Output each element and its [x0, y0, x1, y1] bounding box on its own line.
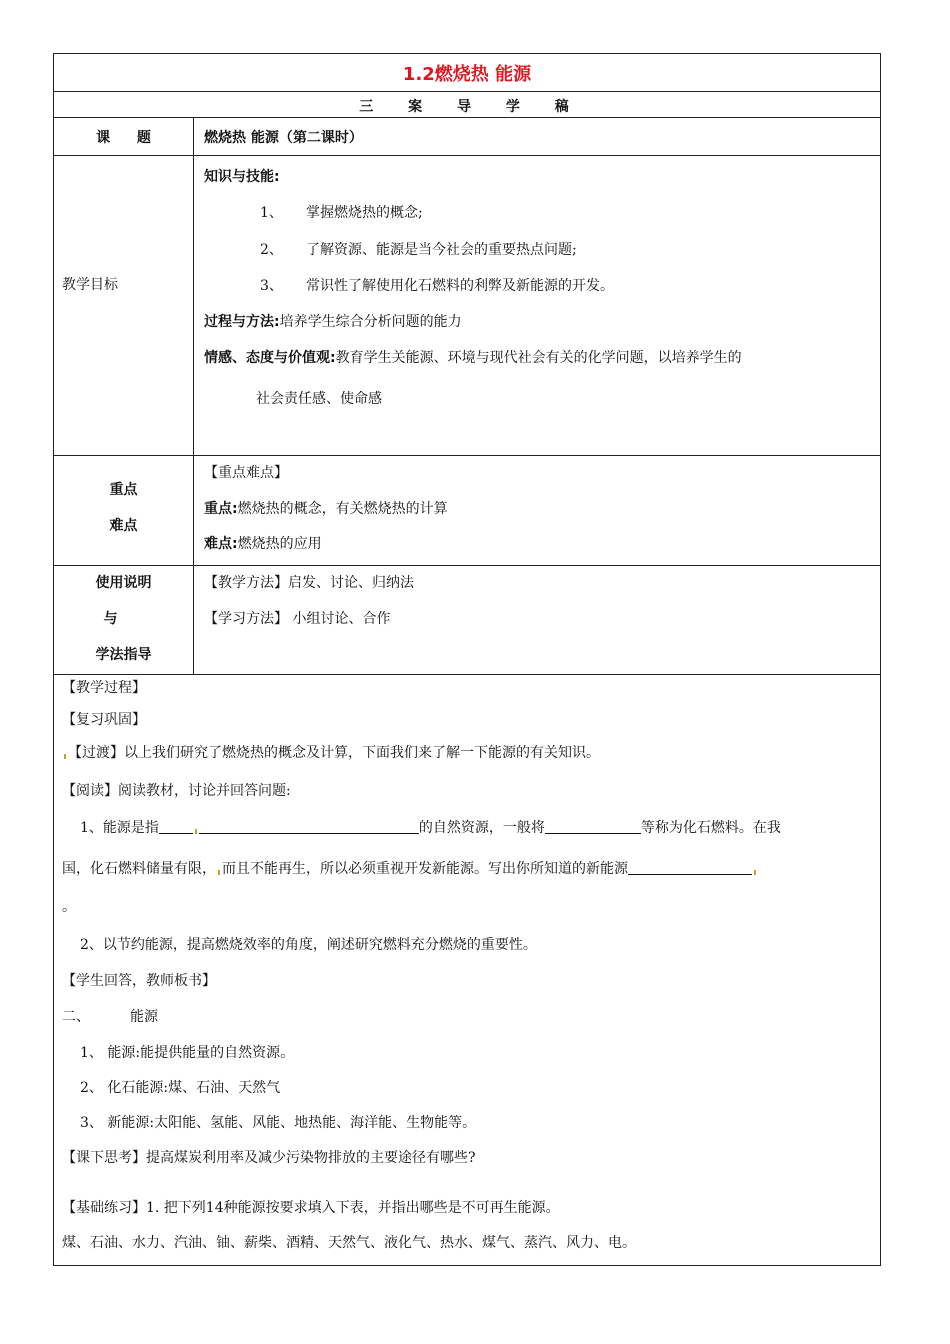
energy-point: 3、 新能源:太阳能、氢能、风能、地热能、海洋能、生物能等。: [80, 1115, 477, 1131]
goal-item-text: 常识性了解使用化石燃料的利弊及新能源的开发。: [306, 278, 614, 294]
emotion-heading: 情感、态度与价值观:: [204, 350, 336, 366]
goal-item-text: 掌握燃烧热的概念;: [306, 205, 423, 221]
difficulty-point-label: 难点:: [204, 536, 238, 552]
topic-value-cell: [194, 118, 880, 155]
knowledge-heading: 知识与技能:: [204, 169, 280, 185]
goals-label: 教学目标: [62, 277, 118, 293]
method-label-line-2: 与: [103, 611, 118, 627]
method-label-line-1: 使用说明: [95, 575, 152, 591]
thinking-question: 【课下思考】提高煤炭利用率及减少污染物排放的主要途径有哪些?: [62, 1150, 476, 1166]
key-points-row: [54, 456, 880, 566]
title-row: [54, 54, 880, 92]
review-heading: 【复习巩固】: [62, 712, 146, 728]
topic-label-cell: [54, 118, 194, 155]
topic-value: 燃烧热 能源（第二课时）: [204, 130, 363, 146]
difficulty-label: 难点: [109, 518, 138, 534]
key-label: 重点: [109, 482, 138, 498]
question-1-part-a: 1、能源是指: [80, 820, 159, 836]
key-label-cell: [54, 456, 194, 565]
process-text: 培养学生综合分析问题的能力: [279, 314, 462, 330]
question-2: 2、以节约能源，提高燃烧效率的角度，阐述研究燃料充分燃烧的重要性。: [80, 937, 537, 953]
mark-dot: [195, 829, 197, 834]
teaching-method: 【教学方法】启发、讨论、归纳法: [204, 575, 414, 591]
energy-point: 2、 化石能源:煤、石油、天然气: [80, 1080, 281, 1096]
question-1-part-e: 而且不能再生，所以必须重视开发新能源。写出你所知道的新能源: [222, 861, 628, 877]
method-row: [54, 566, 880, 675]
transition-text: 【过渡】以上我们研究了燃烧热的概念及计算，下面我们来了解一下能源的有关知识。: [68, 745, 600, 761]
mark-dot: [754, 870, 756, 875]
blank-1a[interactable]: [159, 819, 193, 834]
goals-content-cell: [194, 156, 880, 455]
question-1-part-b: 的自然资源，一般将: [418, 820, 545, 836]
key-heading: 【重点难点】: [204, 465, 288, 481]
reading-text: 【阅读】阅读教材，讨论并回答问题:: [62, 783, 291, 799]
blank-3[interactable]: [628, 860, 752, 875]
question-1-part-c: 等称为化石燃料。在我: [640, 820, 781, 836]
blank-1b[interactable]: [199, 819, 419, 834]
focus-text: 燃烧热的概念，有关燃烧热的计算: [237, 501, 448, 517]
goal-item-num: 3、: [260, 278, 283, 294]
mark-dot: [218, 870, 220, 875]
method-content-cell: [194, 566, 880, 674]
goal-item-text: 了解资源、能源是当今社会的重要热点问题;: [306, 242, 577, 258]
energy-point: 1、 能源:能提供能量的自然资源。: [80, 1045, 295, 1061]
focus-label: 重点:: [204, 501, 238, 517]
process-heading: 【教学过程】: [62, 680, 146, 696]
blank-2[interactable]: [545, 819, 641, 834]
energy-sources-list: 煤、石油、水力、汽油、铀、薪柴、酒精、天然气、液化气、热水、煤气、蒸汽、风力、电。: [62, 1235, 636, 1251]
page-title: 1.2燃烧热 能源: [402, 64, 532, 85]
question-1-part-d: 国，化石燃料储量有限，: [62, 861, 216, 877]
subtitle-row: [54, 92, 880, 118]
emotion-text-continued: 社会责任感、使命感: [256, 391, 382, 407]
goal-item-num: 2、: [260, 242, 283, 258]
topic-label: 课 题: [96, 130, 151, 146]
difficulty-text: 燃烧热的应用: [237, 536, 322, 552]
document-frame: [53, 53, 881, 1266]
goal-item-num: 1、: [260, 205, 283, 221]
goals-label-cell: [54, 156, 194, 455]
answer-heading: 【学生回答，教师板书】: [62, 973, 216, 989]
method-label-line-3: 学法指导: [95, 647, 152, 663]
topic-row: [54, 118, 880, 156]
process-heading: 过程与方法:: [204, 314, 280, 330]
method-label-cell: [54, 566, 194, 674]
section-number: 二、: [62, 1009, 90, 1025]
practice-question: 【基础练习】1. 把下列14种能源按要求填入下表，并指出哪些是不可再生能源。: [62, 1200, 560, 1216]
section-title: 能源: [130, 1009, 158, 1025]
emotion-text: 教育学生关能源、环境与现代社会有关的化学问题，以培养学生的: [335, 350, 742, 366]
mark-dot: [64, 754, 66, 759]
page-subtitle: 三 案 导 学 稿: [359, 99, 575, 115]
key-content-cell: [194, 456, 880, 565]
goals-row: [54, 156, 880, 456]
learning-method: 【学习方法】 小组讨论、合作: [204, 611, 391, 627]
question-1-end: 。: [62, 899, 76, 915]
